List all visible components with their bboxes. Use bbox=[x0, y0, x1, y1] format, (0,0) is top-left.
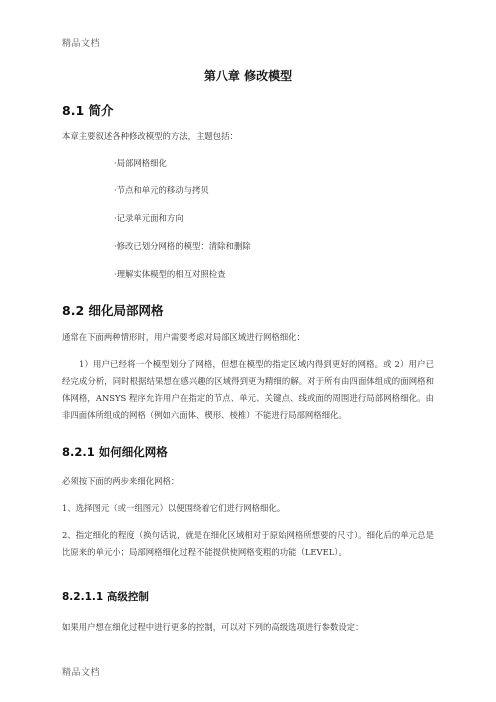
chapter-title: 第八章 修改模型 bbox=[203, 69, 293, 83]
section-8-1-heading: 8.1 简介 bbox=[62, 103, 114, 118]
section-8-2-para1: 通常在下面两种情形时，用户需要考虑对局部区域进行网格细化： bbox=[62, 332, 305, 342]
topic-item: ·修改已划分网格的模型：清除和删除 bbox=[114, 241, 251, 251]
section-8-2-1-1-para1: 如果用户想在细化过程中进行更多的控制，可以对下列的高级选项进行参数设定： bbox=[62, 622, 364, 632]
section-8-2-1-1-heading: 8.2.1.1 高级控制 bbox=[62, 591, 149, 603]
topic-item: ·局部网格细化 bbox=[114, 158, 167, 168]
topic-item: ·记录单元面和方向 bbox=[114, 213, 184, 223]
section-8-2-para2: 1）用户已经将一个模型划分了网格，但想在模型的指定区域内得到更好的网格。或 2）用户已经完成分析，同时根据结果想在感兴趣的区域得到更为精细的解。对于所有由四面体组成的面网格和体网格，ANSYS 程序允许用户在指定的节点、单元、关键点、线或面的周围进行局部网格细化。由非四面体所组成的网格（例如六面体、楔形、棱椎）不能进行局部网格细化。 bbox=[62, 359, 434, 420]
watermark-bottom: 精品文档 bbox=[62, 668, 101, 678]
topic-item: ·节点和单元的移动与拷贝 bbox=[114, 185, 209, 195]
topic-item: ·理解实体模型的相互对照检查 bbox=[114, 269, 226, 279]
section-8-2-heading: 8.2 细化局部网格 bbox=[62, 303, 164, 318]
section-8-1-intro: 本章主要叙述各种修改模型的方法，主题包括： bbox=[62, 131, 238, 141]
section-8-2-1-para1: 必须按下面的两步来细化网格： bbox=[62, 476, 180, 486]
watermark-top: 精品文档 bbox=[62, 39, 101, 49]
section-8-2-1-para2: 1、选择图元（或一组图元）以便围绕着它们进行网格细化。 bbox=[62, 503, 286, 513]
section-8-2-1-heading: 8.2.1 如何细化网格 bbox=[62, 445, 168, 459]
section-8-2-1-para3: 2、指定细化的程度（换句话说，就是在细化区域相对于原始网格所想要的尺寸）。细化后的单元总是比原来的单元小；局部网格细化过程不能提供使网格变粗的功能（LEVEL）。 bbox=[62, 530, 434, 557]
